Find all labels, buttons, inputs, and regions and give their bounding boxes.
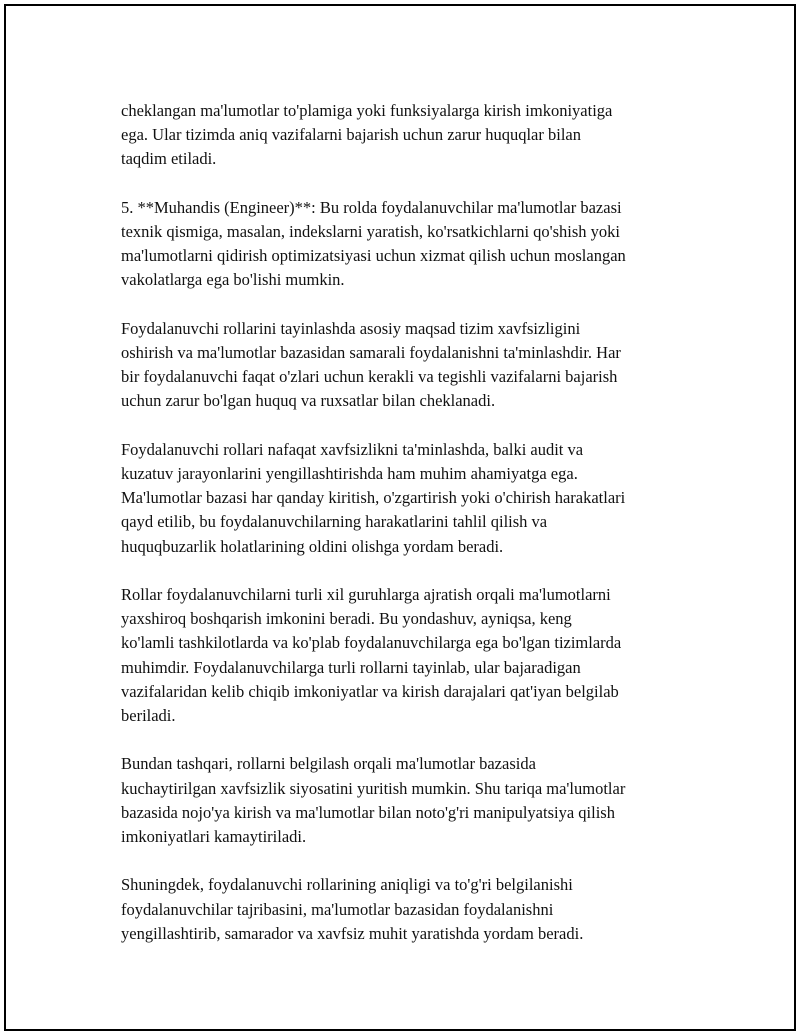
paragraph-6: Bundan tashqari, rollarni belgilash orqali ma'lumotlar bazasida kuchaytirilgan xavfsizlik siyosatini yuritish mumkin. Shu tariqa ma'lumotlar bazasida nojo'ya kirish va ma'lumotlar bilan noto'g'ri manipulyatsiya qilish imkoniyatlari kamaytiriladi. [121, 754, 626, 847]
paragraph-5: Rollar foydalanuvchilarni turli xil guruhlarga ajratish orqali ma'lumotlarni yaxshiroq boshqarish imkonini beradi. Bu yondashuv, ayniqsa, keng ko'lamli tashkilotlarda va ko'plab foydalanuvchilarga ega bo'lgan tizimlarda muhimdir. Foydalanuvchilarga turli rollarni tayinlab, ular bajaradigan vazifalaridan kelib chiqib imkoniyatlar va kirish darajalari qat'iyan belgilab beriladi. [121, 585, 622, 726]
paragraph-1: cheklangan ma'lumotlar to'plamiga yoki funksiyalarga kirish imkoniyatiga ega. Ular tizimda aniq vazifalarni bajarish uchun zarur huquqlar bilan taqdim etiladi. [121, 101, 613, 169]
paragraph-4: Foydalanuvchi rollari nafaqat xavfsizlikni ta'minlashda, balki audit va kuzatuv jarayonlarini yengillashtirishda ham muhim ahamiyatga ega. Ma'lumotlar bazasi har qanday kiritish, o'zgartirish yoki o'chirish harakatlari qayd etilib, bu foydalanuvchilarning harakatlarini tahlil qilish va huquqbuzarlik holatlarining oldini olishga yordam beradi. [121, 439, 626, 556]
document-body [121, 99, 696, 970]
paragraph-7: Shuningdek, foydalanuvchi rollarining aniqligi va to'g'ri belgilanishi foydalanuvchilar tajribasini, ma'lumotlar bazasidan foydalanishni yengillashtirib, samarador va xavfsiz muhit yaratishda yordam beradi. [121, 875, 584, 943]
paragraph-3: Foydalanuvchi rollarini tayinlashda asosiy maqsad tizim xavfsizligini oshirish va ma'lumotlar bazasidan samarali foydalanishni ta'minlashdir. Har bir foydalanuvchi faqat o'zlari uchun kerakli va tegishli vazifalarni bajarish uchun zarur bo'lgan huquq va ruxsatlar bilan cheklanadi. [121, 318, 621, 411]
page-frame [4, 4, 796, 1031]
paragraph-2: 5. **Muhandis (Engineer)**: Bu rolda foydalanuvchilar ma'lumotlar bazasi texnik qismiga, masalan, indekslarni yaratish, ko'rsatkichlarni qo'shish yoki ma'lumotlarni qidirish optimizatsiyasi uchun xizmat qilish uchun moslangan vakolatlarga ega bo'lishi mumkin. [121, 197, 626, 290]
